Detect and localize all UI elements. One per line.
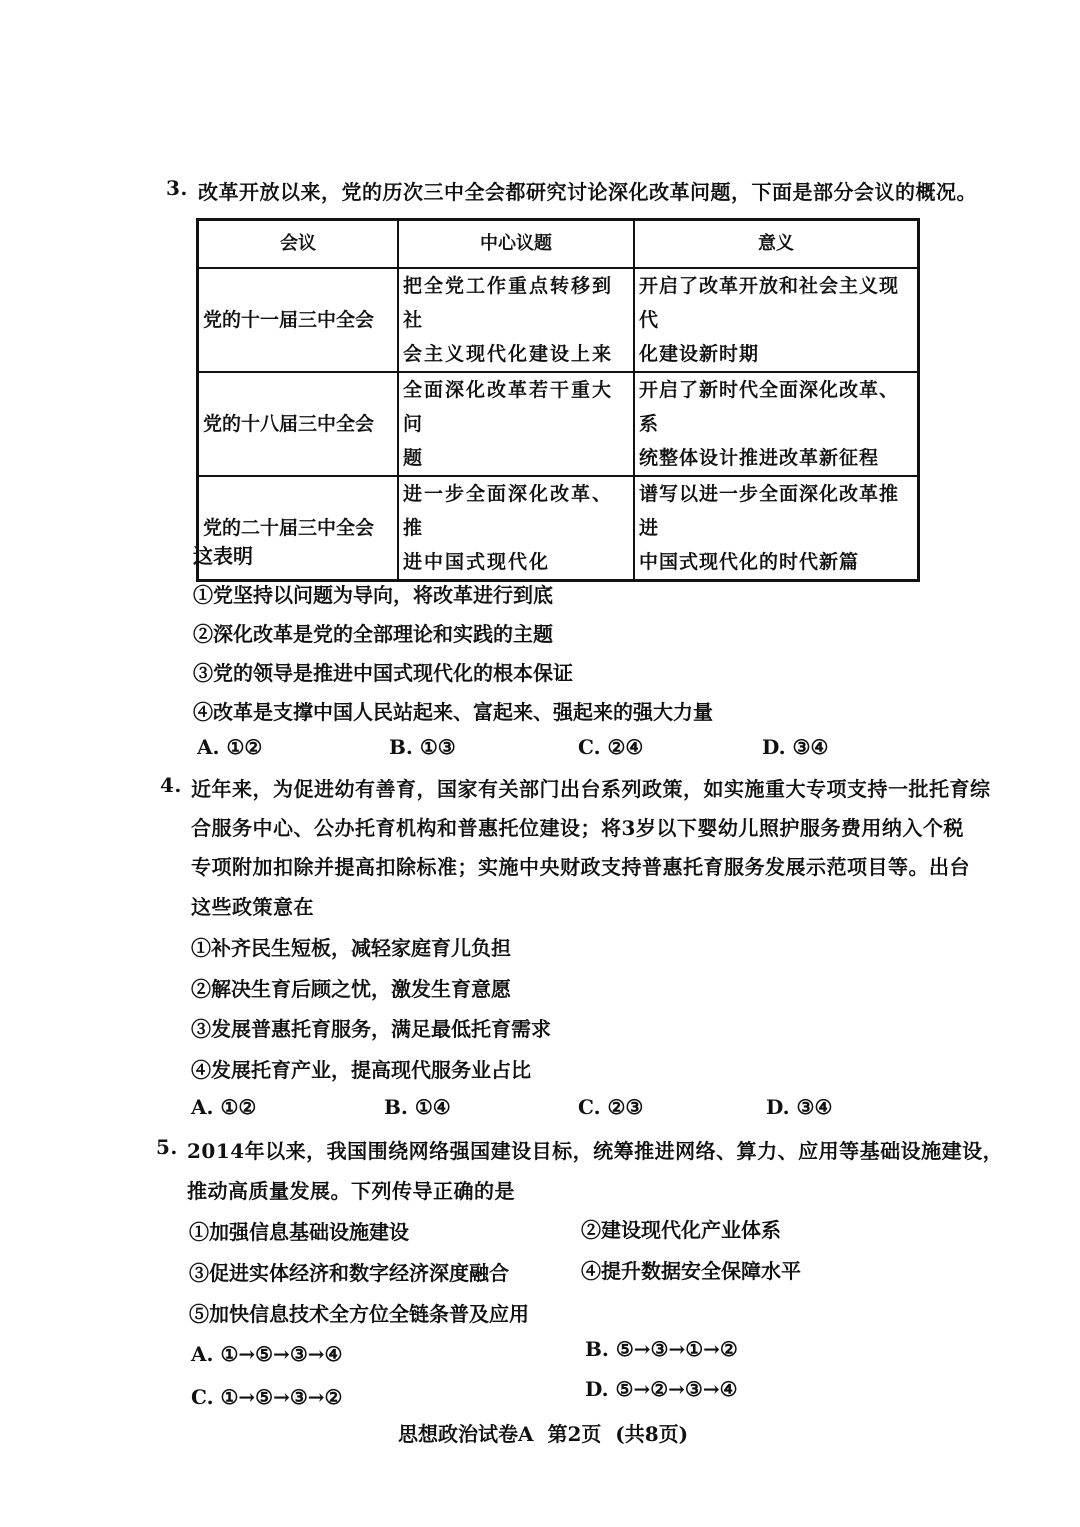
q3-item-3: ③党的领导是推进中国式现代化的根本保证	[193, 661, 573, 685]
significance-line: 统整体设计推进改革新征程	[639, 447, 880, 469]
q4-item-2: ②解决生育后顾之忧，激发生育意愿	[191, 977, 511, 1001]
q4-stem-line-4: 这些政策意在	[191, 895, 314, 919]
q5-item-4: ④提升数据安全保障水平	[581, 1259, 801, 1283]
q3-choice-d[interactable]: D. ③④	[762, 735, 829, 759]
table-row	[198, 268, 919, 372]
q4-stem-line-2: 合服务中心、公办托育机构和普惠托位建设；将3岁以下婴幼儿照护服务费用纳入个税	[191, 816, 964, 840]
q3-lead: 这表明	[193, 544, 253, 568]
q5-choice-a[interactable]: A. ①→⑤→③→④	[191, 1342, 343, 1366]
topic-line: 题	[403, 447, 425, 469]
significance-line: 谱写以进一步全面深化改革推进	[639, 483, 900, 539]
meeting-cell: 党的十一届三中全会	[198, 268, 399, 372]
q4-choice-d[interactable]: D. ③④	[766, 1095, 833, 1119]
significance-cell	[634, 372, 919, 476]
header-topic: 中心议题	[398, 220, 634, 269]
topic-line: 把全党工作重点转移到社	[403, 275, 614, 331]
page-footer: 思想政治试卷A 第2页 (共8页)	[398, 1422, 689, 1446]
topic-cell	[398, 268, 634, 372]
q5-choice-c[interactable]: C. ①→⑤→③→②	[191, 1385, 343, 1409]
q5-choice-d[interactable]: D. ⑤→②→③→④	[585, 1377, 738, 1401]
topic-line: 进一步全面深化改革、推	[403, 483, 614, 539]
significance-line: 化建设新时期	[639, 343, 760, 365]
q4-stem-line-3: 专项附加扣除并提高扣除标准；实施中央财政支持普惠托育服务发展示范项目等。出台	[191, 855, 970, 879]
q5-number: 5.	[156, 1135, 178, 1159]
q4-choice-b[interactable]: B. ①④	[384, 1095, 451, 1119]
q4-choice-a[interactable]: A. ①②	[191, 1095, 257, 1119]
q5-item-3: ③促进实体经济和数字经济深度融合	[189, 1261, 509, 1285]
q5-choice-b[interactable]: B. ⑤→③→①→②	[585, 1337, 738, 1361]
table-header-row	[198, 220, 919, 269]
q4-number: 4.	[160, 773, 182, 797]
q4-item-3: ③发展普惠托育服务，满足最低托育需求	[191, 1017, 551, 1041]
q3-choice-a[interactable]: A. ①②	[197, 735, 263, 759]
q4-stem-line-1: 近年来，为促进幼有善育，国家有关部门出台系列政策，如实施重大专项支持一批托育综	[191, 777, 991, 801]
q5-item-1: ①加强信息基础设施建设	[189, 1220, 409, 1244]
q3-choice-c[interactable]: C. ②④	[578, 735, 644, 759]
q5-stem-line-1: 2014年以来，我国围绕网络强国建设目标，统筹推进网络、算力、应用等基础设施建设，	[187, 1139, 1004, 1163]
topic-line: 进中国式现代化	[403, 551, 551, 573]
header-significance: 意义	[634, 220, 919, 269]
significance-line: 开启了新时代全面深化改革、系	[639, 379, 900, 435]
q4-item-4: ④发展托育产业，提高现代服务业占比	[191, 1058, 531, 1082]
topic-cell	[398, 372, 634, 476]
q3-stem: 改革开放以来，党的历次三中全会都研究讨论深化改革问题，下面是部分会议的概况。	[198, 180, 977, 204]
q3-number: 3.	[166, 176, 188, 200]
significance-line: 中国式现代化的时代新篇	[639, 551, 860, 573]
q4-choice-c[interactable]: C. ②③	[578, 1095, 644, 1119]
q5-item-2: ②建设现代化产业体系	[581, 1218, 781, 1242]
q4-item-1: ①补齐民生短板，减轻家庭育儿负担	[191, 936, 511, 960]
header-meeting: 会议	[198, 220, 399, 269]
q3-meeting-table	[196, 218, 920, 582]
table-row	[198, 372, 919, 476]
q3-item-2: ②深化改革是党的全部理论和实践的主题	[193, 622, 553, 646]
q3-choice-b[interactable]: B. ①③	[389, 735, 456, 759]
q5-stem-line-2: 推动高质量发展。下列传导正确的是	[187, 1179, 515, 1203]
q3-item-4: ④改革是支撑中国人民站起来、富起来、强起来的强大力量	[193, 700, 713, 724]
significance-line: 开启了改革开放和社会主义现代	[639, 275, 900, 331]
table-row	[198, 476, 919, 581]
meeting-cell: 党的二十届三中全会	[198, 476, 399, 581]
significance-cell	[634, 476, 919, 581]
topic-line: 全面深化改革若干重大问	[403, 379, 614, 435]
q3-item-1: ①党坚持以问题为导向，将改革进行到底	[193, 583, 553, 607]
topic-line: 会主义现代化建设上来	[403, 343, 614, 365]
topic-cell	[398, 476, 634, 581]
meeting-cell: 党的十八届三中全会	[198, 372, 399, 476]
q5-item-5: ⑤加快信息技术全方位全链条普及应用	[189, 1302, 529, 1326]
significance-cell	[634, 268, 919, 372]
